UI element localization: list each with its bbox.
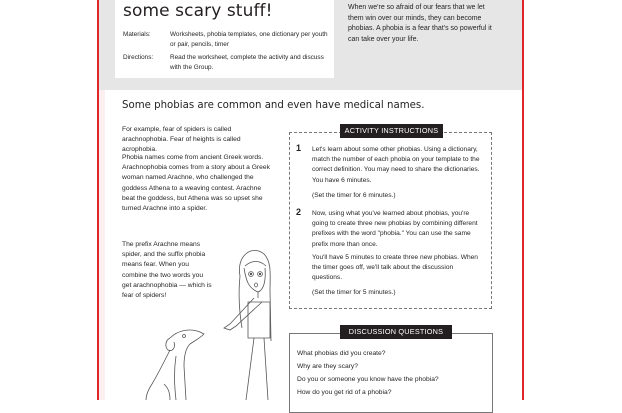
intro-text: When we're so afraid of our fears that we let them win over our minds, they can become phobias. A phobia is a fear that's so powerful it can take over your life.: [348, 4, 492, 43]
section-heading: Some phobias are common and even have medical names.: [122, 100, 425, 111]
step-number: 1: [296, 143, 302, 153]
discussion-questions-box: [289, 333, 493, 413]
right-border-line: [522, 0, 524, 400]
step-timer-note: (Set the timer for 5 minutes.): [312, 289, 396, 296]
activity-instructions-title: ACTIVITY INSTRUCTIONS: [340, 124, 443, 138]
paragraph-origin: Phobia names come from ancient Greek words. Arachnophobia comes from a story about a Greek woman named Arachne, who challenged the goddess Athena to a weaving contest. Arachne beat the goddess, but Athena was so upset she turned Arachne into a spider.: [122, 154, 270, 213]
step-number: 2: [296, 207, 302, 217]
dog-eye: [183, 335, 186, 338]
girl-arm-pointing: [224, 298, 262, 330]
dog-ear: [166, 338, 175, 351]
discussion-question: Why are they scary?: [297, 363, 358, 370]
materials-label: Materials:: [123, 31, 151, 38]
discussion-questions-title: DISCUSSION QUESTIONS: [340, 325, 452, 339]
paragraph-example: For example, fear of spiders is called arachnophobia. Fear of heights is called acrophobia.: [122, 126, 241, 154]
directions-label: Directions:: [123, 54, 154, 61]
directions-value: Read the worksheet, complete the activity and discuss with the Group.: [170, 54, 324, 71]
girl-illustration: [218, 246, 288, 400]
step-timer-note: (Set the timer for 6 minutes.): [312, 192, 396, 199]
page-title: some scary stuff!: [123, 1, 273, 21]
discussion-question: Do you or someone you know have the phobia?: [297, 376, 439, 383]
discussion-question: What phobias did you create?: [297, 350, 386, 357]
step-text-followup: You'll have 5 minutes to create three new phobias. When the timer goes off, we'll talk about the discussion questions.: [312, 254, 478, 282]
discussion-question: How do you get rid of a phobia?: [297, 389, 392, 396]
girl-face: [244, 268, 265, 292]
step-text: Let's learn about some other phobias. Using a dictionary, match the number of each phobia on your template to the correct definition. You may need to share the dictionaries. You have 6 minutes.: [312, 146, 480, 184]
materials-value: Worksheets, phobia templates, one dictionary per youth or pair, pencils, timer: [170, 31, 328, 48]
paragraph-prefix: The prefix Arachne means spider, and the suffix phobia means fear. When you combine the two words you get arachnophobia — which is fear of spiders!: [122, 241, 212, 300]
dog-illustration: [140, 326, 212, 400]
girl-hair: [239, 250, 271, 341]
step-text: Now, using what you've learned about phobias, you're going to create three new phobias by combining different prefixes with the word "phobia." You can use the same prefix more than once.: [312, 210, 478, 248]
